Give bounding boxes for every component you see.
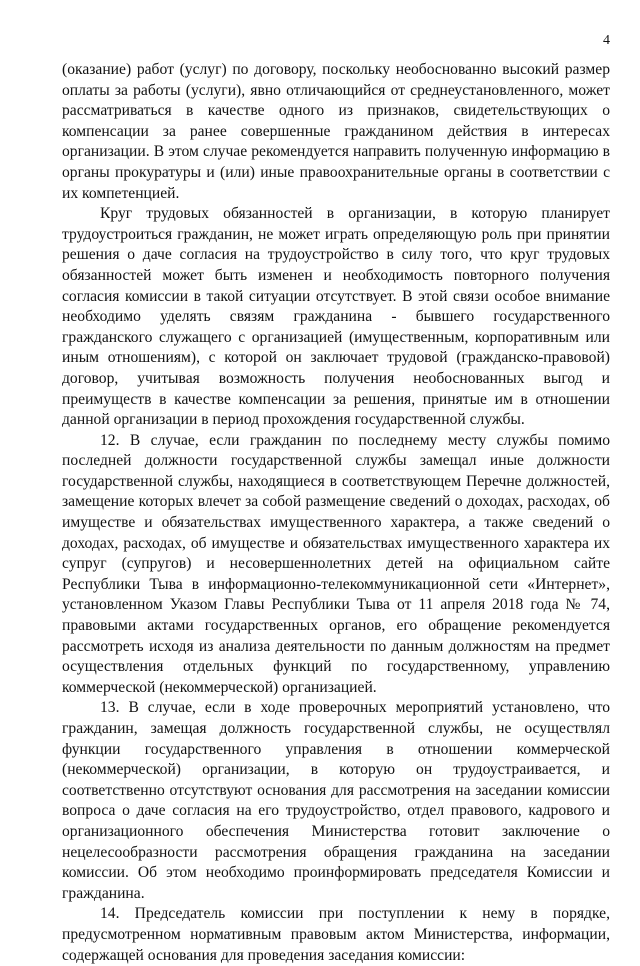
paragraph-labor-duties: Круг трудовых обязанностей в организации, в которую планирует трудоустроиться гражданин, не может играть определяющую роль при принятии решения о даче согласия на трудоустройство в силу того, что круг трудовых обязанностей может быть изменен и необходимость повторного получения согласия комиссии в такой ситуации отсутствует. В этой связи особое внимание необходимо уделять связям гражданина - бывшего государственного гражданского служащего с организацией (имущественным, корпоративным или иным отношениям), с которой он заключает трудовой (гражданско-правовой) договор, учитывая возможность получения необоснованных выгод и преимуществ в качестве компенсации за решения, принятые им в отношении данной организации в период прохождения государственной службы. <box>62 205 610 429</box>
paragraph-continuation: (оказание) работ (услуг) по договору, поскольку необоснованно высокий размер оплаты за работы (услуги), явно отличающийся от среднеустановленного, может рассматриваться в качестве одного из признаков, свидетельствующих о компенсации за ранее совершенные гражданином действия в интересах организации. В этом случае рекомендуется направить полученную информацию в органы прокуратуры и (или) иные правоохранительные органы в соответствии с их компетенцией. <box>62 61 610 202</box>
paragraph-item-13: 13. В случае, если в ходе проверочных мероприятий установлено, что гражданин, замещая должность государственной службы, не осуществлял функции государственного управления в отношении коммерческой (некоммерческой) организации, в которую он трудоустраивается, и соответственно отсутствуют основания для рассмотрения на заседании комиссии вопроса о даче согласия на его трудоустройство, отдел правового, кадрового и организационного обеспечения Министерства готовит заключение о нецелесообразности рассмотрения обращения гражданина на заседании комиссии. Об этом необходимо проинформировать председателя Комиссии и гражданина. <box>62 699 610 902</box>
paragraph-item-12: 12. В случае, если гражданин по последнему месту службы помимо последней должности государственной службы замещал иные должности государственной службы, находящиеся в соответствующем Перечне должностей, замещение которых влечет за собой размещение сведений о доходах, расходах, об имуществе и обязательствах имущественного характера, а также сведений о доходах, расходах, об имуществе и обязательствах имущественного характера их супруг (супругов) и несовершеннолетних детей на официальном сайте Республики Тыва в информационно-телекоммуникационной сети «Интернет», установленном Указом Главы Республики Тыва от 11 апреля 2018 года № 74, правовыми актами государственных органов, его обращение рекомендуется рассмотреть исходя из анализа деятельности по данным должностям на предмет осуществления отдельных функций по государственному, управлению коммерческой (некоммерческой) организацией. <box>62 431 610 696</box>
page-number: 4 <box>603 33 610 48</box>
paragraph-item-14: 14. Председатель комиссии при поступлении к нему в порядке, предусмотренном нормативным правовым актом Министерства, информации, содержащей основания для проведения заседания комиссии: <box>62 905 610 964</box>
document-body <box>62 60 610 966</box>
